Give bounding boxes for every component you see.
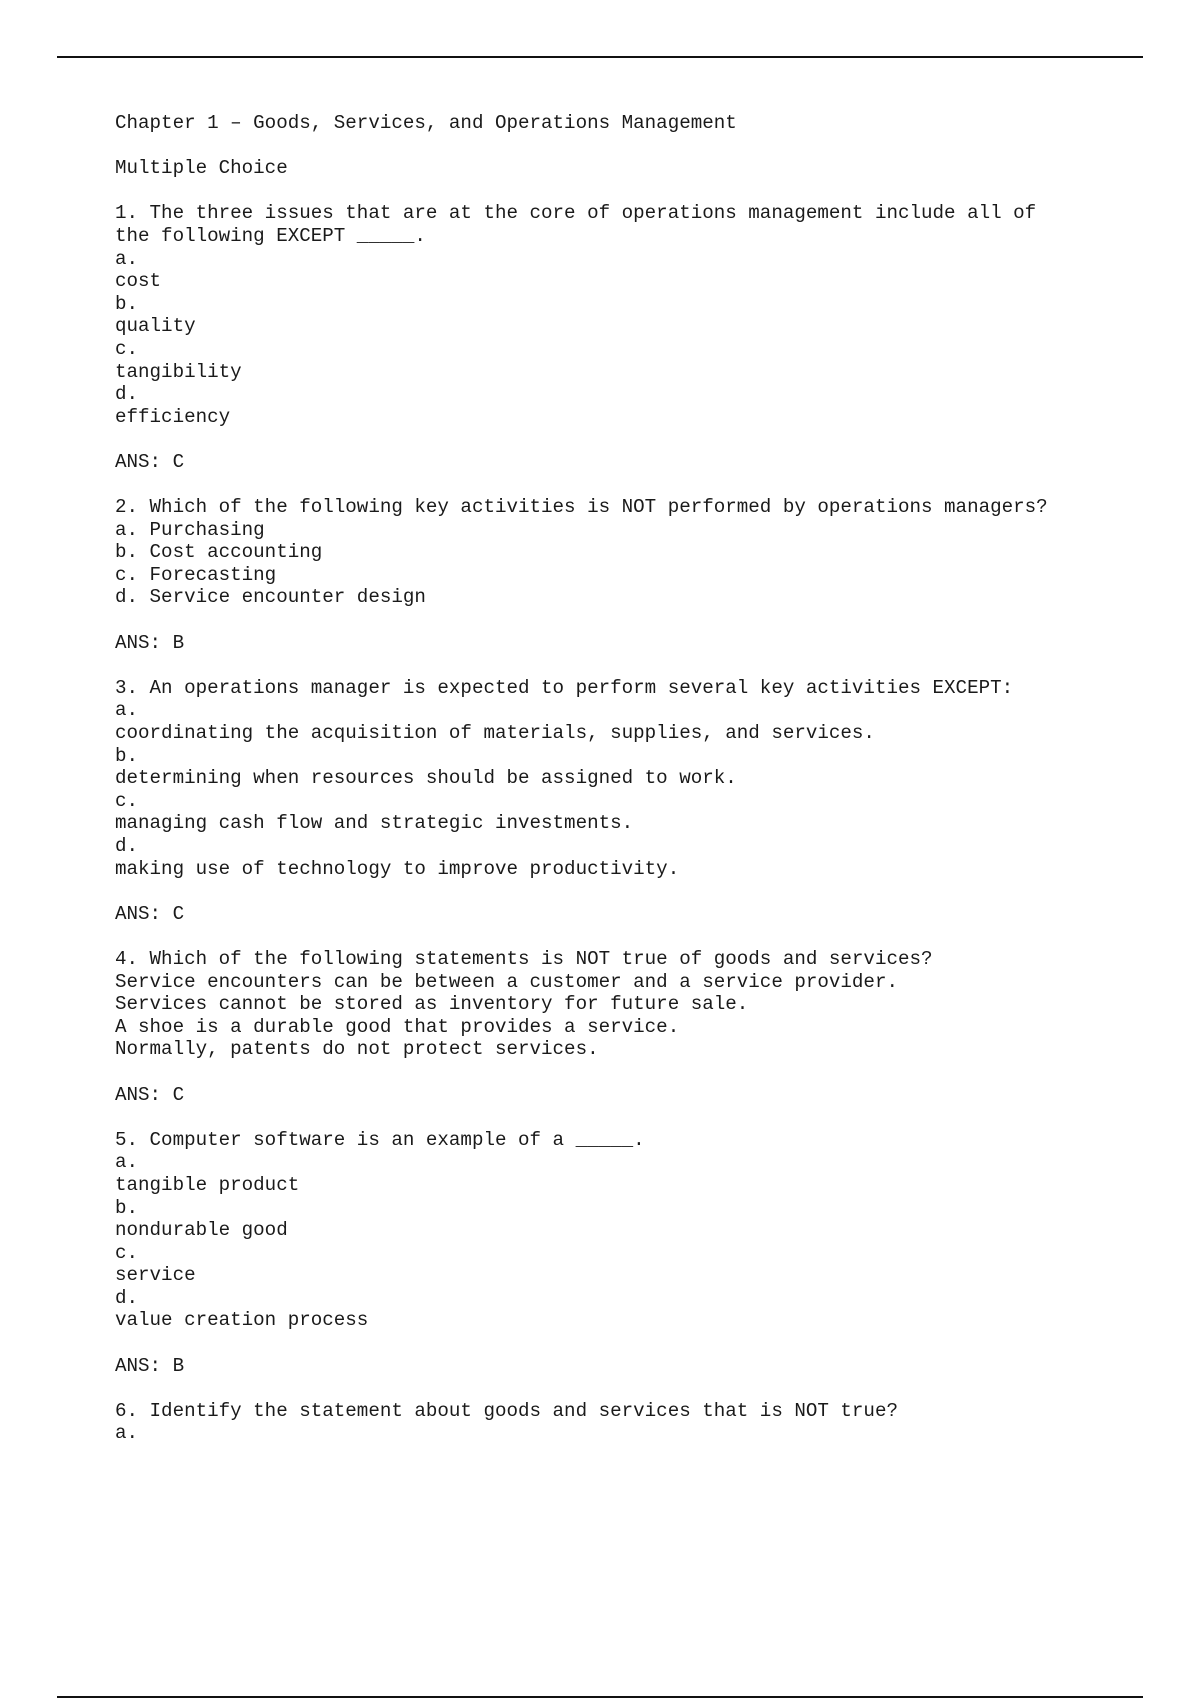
option-text: b. Cost accounting [115, 541, 323, 564]
option-label: c. [115, 337, 139, 360]
option-label: d. [115, 1286, 139, 1309]
option-text: determining when resources should be assigned to work. [115, 767, 737, 790]
answer-key: ANS: C [115, 902, 185, 925]
option-text: Services cannot be stored as inventory for future sale. [115, 993, 749, 1016]
option-text: a. Purchasing [115, 518, 265, 541]
option-text: nondurable good [115, 1219, 288, 1242]
option-text: value creation process [115, 1309, 369, 1332]
option-label: a. [115, 699, 139, 722]
answer-key: ANS: C [115, 1083, 185, 1106]
answer-key: ANS: B [115, 631, 185, 654]
question-stem: 3. An operations manager is expected to perform several key activities EXCEPT: [115, 676, 1014, 699]
option-text: cost [115, 270, 162, 293]
question-stem: 1. The three issues that are at the core of operations management include all of [115, 202, 1037, 225]
option-label: a. [115, 1151, 139, 1174]
option-label: b. [115, 1196, 139, 1219]
option-text: quality [115, 315, 196, 338]
question-1 [115, 202, 1115, 496]
document-body [115, 112, 1115, 1445]
option-label: c. [115, 789, 139, 812]
option-text: d. Service encounter design [115, 586, 426, 609]
question-6 [115, 1400, 1115, 1445]
answer-key: ANS: B [115, 1354, 185, 1377]
question-2 [115, 496, 1115, 677]
option-text: coordinating the acquisition of materials, supplies, and services. [115, 722, 875, 745]
option-label: c. [115, 1241, 139, 1264]
question-stem: 2. Which of the following key activities is NOT performed by operations managers? [115, 496, 1048, 519]
option-label: a. [115, 247, 139, 270]
question-stem: 5. Computer software is an example of a _____. [115, 1128, 645, 1151]
question-stem: 6. Identify the statement about goods and services that is NOT true? [115, 1399, 898, 1422]
option-label: b. [115, 292, 139, 315]
top-rule [57, 56, 1143, 58]
option-text: managing cash flow and strategic investments. [115, 812, 634, 835]
chapter-title: Chapter 1 – Goods, Services, and Operations Management [115, 112, 737, 134]
option-label: b. [115, 744, 139, 767]
option-text: Service encounters can be between a customer and a service provider. [115, 970, 898, 993]
option-text: tangibility [115, 360, 242, 383]
option-text: efficiency [115, 405, 231, 428]
option-label: d. [115, 383, 139, 406]
option-text: tangible product [115, 1173, 300, 1196]
option-text: making use of technology to improve productivity. [115, 857, 680, 880]
option-text: A shoe is a durable good that provides a service. [115, 1015, 680, 1038]
option-text: Normally, patents do not protect services. [115, 1038, 599, 1061]
question-4 [115, 948, 1115, 1129]
option-label: a. [115, 1422, 139, 1445]
bottom-rule [57, 1696, 1143, 1698]
option-text: service [115, 1264, 196, 1287]
option-label: d. [115, 835, 139, 857]
section-title: Multiple Choice [115, 157, 288, 180]
answer-key: ANS: C [115, 450, 185, 473]
question-stem: 4. Which of the following statements is NOT true of goods and services? [115, 947, 933, 970]
question-5 [115, 1129, 1115, 1400]
option-text: c. Forecasting [115, 563, 277, 586]
question-3 [115, 677, 1115, 948]
question-stem: the following EXCEPT _____. [115, 224, 426, 247]
